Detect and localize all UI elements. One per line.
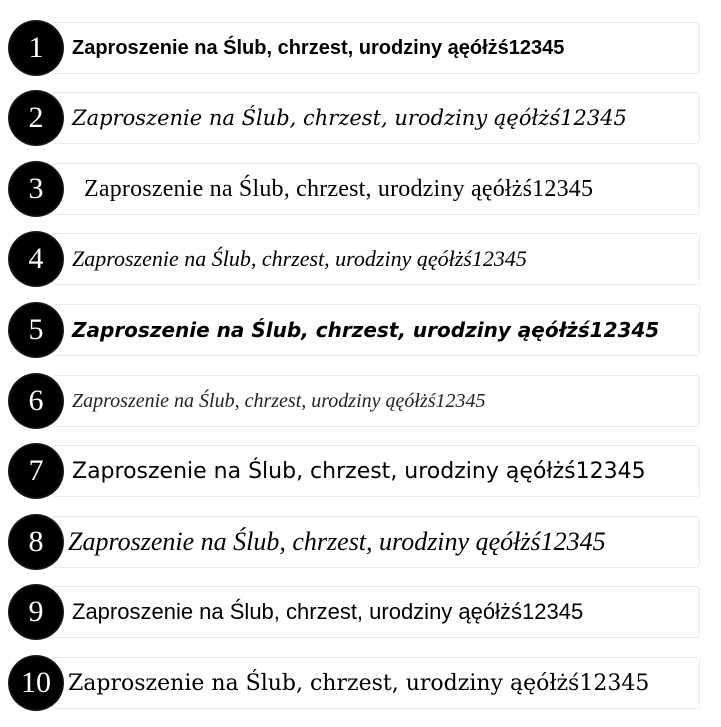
font-sample-row-8 — [8, 514, 700, 570]
font-sample-row-7 — [8, 443, 700, 499]
sample-text: Zaproszenie na Ślub, chrzest, urodziny ąęółżś12345 — [68, 670, 650, 696]
number-badge — [8, 373, 64, 429]
number-label: 10 — [21, 666, 51, 699]
number-badge — [8, 231, 64, 287]
number-badge — [8, 20, 64, 76]
number-badge — [8, 655, 64, 711]
number-badge — [8, 443, 64, 499]
number-label: 1 — [28, 31, 44, 64]
sample-text: Zaproszenie na Ślub, chrzest, urodziny ąęółżś12345 — [68, 527, 606, 556]
number-badge — [8, 161, 64, 217]
sample-text: Zaproszenie na Ślub, chrzest, urodziny ąęółżś12345 — [84, 175, 594, 202]
number-badge — [8, 90, 64, 146]
sample-text: Zaproszenie na Ślub, chrzest, urodziny ąęółżś12345 — [72, 246, 527, 271]
font-sample-row-10 — [8, 655, 700, 711]
sample-text: Zaproszenie na Ślub, chrzest, urodziny ąęółżś12345 — [72, 36, 565, 59]
sample-text: Zaproszenie na Ślub, chrzest, urodziny ąęółżś12345 — [72, 106, 627, 130]
sample-text: Zaproszenie na Ślub, chrzest, urodziny ąęółżś12345 — [72, 599, 584, 624]
font-sample-row-5 — [8, 302, 700, 358]
number-label: 7 — [28, 454, 44, 487]
sample-text: Zaproszenie na Ślub, chrzest, urodziny ąęółżś12345 — [72, 318, 660, 342]
number-label: 5 — [28, 313, 44, 346]
font-sample-row-9 — [8, 584, 700, 640]
sample-text: Zaproszenie na Ślub, chrzest, urodziny ąęółżś12345 — [72, 458, 646, 484]
number-badge — [8, 584, 64, 640]
font-sample-row-6 — [8, 373, 700, 429]
font-sample-row-1 — [8, 20, 700, 76]
number-label: 9 — [28, 595, 44, 628]
font-sample-row-4 — [8, 231, 700, 287]
number-label: 3 — [28, 172, 44, 205]
font-sample-row-2 — [8, 90, 700, 146]
font-sample-row-3 — [8, 161, 700, 217]
sample-text: Zaproszenie na Ślub, chrzest, urodziny ąęółżś12345 — [72, 389, 486, 412]
number-badge — [8, 302, 64, 358]
number-label: 4 — [28, 242, 44, 275]
number-label: 6 — [28, 384, 44, 417]
number-label: 2 — [28, 101, 44, 134]
number-label: 8 — [28, 525, 44, 558]
number-badge — [8, 514, 64, 570]
